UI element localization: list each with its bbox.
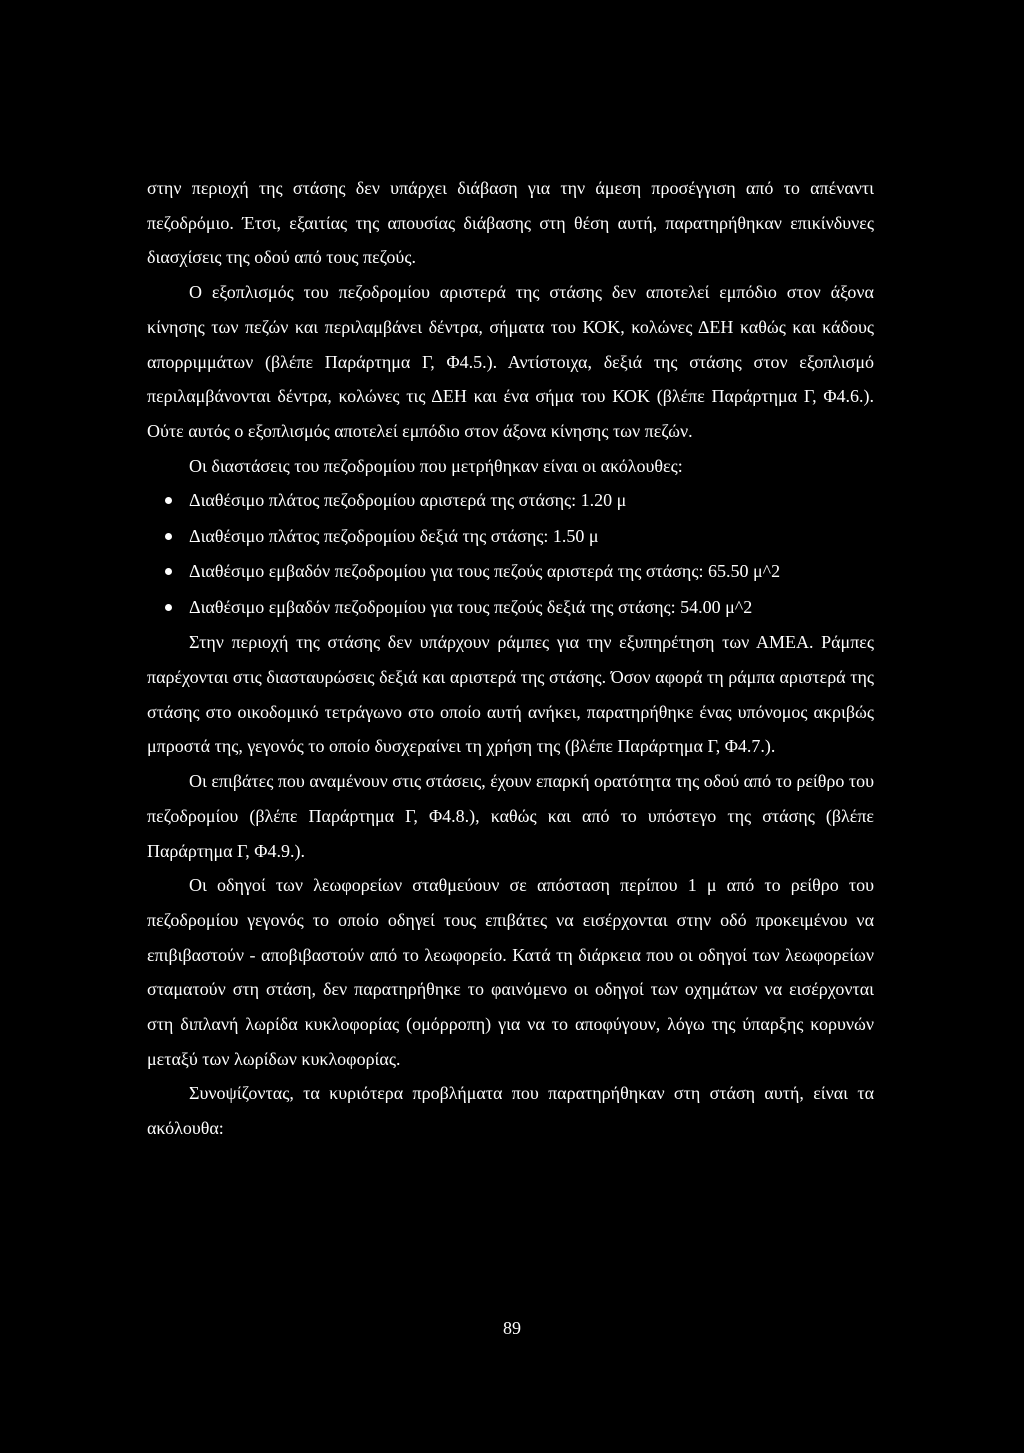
list-item-text: Διαθέσιμο εμβαδόν πεζοδρομίου για τους πεζούς δεξιά της στάσης: 54.00 μ^2 — [189, 596, 753, 617]
list-item — [147, 590, 874, 626]
paragraph-ramps: Στην περιοχή της στάσης δεν υπάρχουν ράμπες για την εξυπηρέτηση των ΑΜΕΑ. Ράμπες παρέχονται στις διασταυρώσεις δεξιά και αριστερά της στάσης. Όσον αφορά τη ράμπα αριστερά της στάσης στο οικοδομικό τετράγωνο στο οποίο αυτή ανήκει, παρατηρήθηκε ένας υπόνομος ακριβώς μπροστά της, γεγονός το οποίο δυσχεραίνει τη χρήση της (βλέπε Παράρτημα Γ, Φ4.7.). — [147, 632, 874, 757]
list-item-text: Διαθέσιμο πλάτος πεζοδρομίου αριστερά της στάσης: 1.20 μ — [189, 490, 627, 511]
paragraph-dimensions-intro: Οι διαστάσεις του πεζοδρομίου που μετρήθηκαν είναι οι ακόλουθες: — [189, 455, 683, 476]
list-item — [147, 554, 874, 590]
list-item — [147, 483, 874, 519]
list-item-text: Διαθέσιμο πλάτος πεζοδρομίου δεξιά της στάσης: 1.50 μ — [189, 525, 599, 546]
list-item-text: Διαθέσιμο εμβαδόν πεζοδρομίου για τους πεζούς αριστερά της στάσης: 65.50 μ^2 — [189, 561, 781, 582]
paragraph-summary: Συνοψίζοντας, τα κυριότερα προβλήματα που παρατηρήθηκαν στη στάση αυτή, είναι τα ακόλουθα: — [147, 1083, 874, 1139]
paragraph-sidewalk-equipment: Ο εξοπλισμός του πεζοδρομίου αριστερά της στάσης δεν αποτελεί εμπόδιο στον άξονα κίνησης των πεζών και περιλαμβάνει δέντρα, σήματα του ΚΟΚ, κολώνες ΔΕΗ καθώς και κάδους απορριμμάτων (βλέπε Παράρτημα Γ, Φ4.5.). Αντίστοιχα, δεξιά της στάσης στον εξοπλισμό περιλαμβάνονται δέντρα, κολώνες τις ΔΕΗ και ένα σήμα του ΚΟΚ (βλέπε Παράρτημα Γ, Φ4.6.). Ούτε αυτός ο εξοπλισμός αποτελεί εμπόδιο στον άξονα κίνησης των πεζών. — [147, 282, 874, 441]
dimensions-list — [147, 483, 874, 625]
bullet-icon — [165, 568, 172, 575]
document-body — [147, 171, 874, 1146]
paragraph-visibility: Οι επιβάτες που αναμένουν στις στάσεις, έχουν επαρκή ορατότητα της οδού από το ρείθρο του πεζοδρομίου (βλέπε Παράρτημα Γ, Φ4.8.), καθώς και από το υπόστεγο της στάσης (βλέπε Παράρτημα Γ, Φ4.9.). — [147, 771, 875, 861]
paragraph-crossing-absence: στην περιοχή της στάσης δεν υπάρχει διάβαση για την άμεση προσέγγιση από το απέναντι πεζοδρόμιο. Έτσι, εξαιτίας της απουσίας διάβασης στη θέση αυτή, παρατηρήθηκαν επικίνδυνες διασχίσεις της οδού από τους πεζούς. — [147, 178, 874, 268]
page-number: 89 — [503, 1318, 521, 1338]
paragraph-bus-drivers: Οι οδηγοί των λεωφορείων σταθμεύουν σε απόσταση περίπου 1 μ από το ρείθρο του πεζοδρομίου γεγονός το οποίο οδηγεί τους επιβάτες να εισέρχονται στην οδό προκειμένου να επιβιβαστούν - αποβιβαστούν από το λεωφορείο. Κατά τη διάρκεια που οι οδηγοί των λεωφορείων σταματούν στη στάση, δεν παρατηρήθηκε το φαινόμενο οι οδηγοί των οχημάτων να εισέρχονται στη διπλανή λωρίδα κυκλοφορίας (ομόρροπη) για να το αποφύγουν, λόγω της ύπαρξης κορυνών μεταξύ των λωρίδων κυκλοφορίας. — [147, 875, 874, 1069]
list-item — [147, 519, 874, 555]
bullet-icon — [165, 533, 172, 540]
bullet-icon — [165, 604, 172, 611]
bullet-icon — [165, 497, 172, 504]
